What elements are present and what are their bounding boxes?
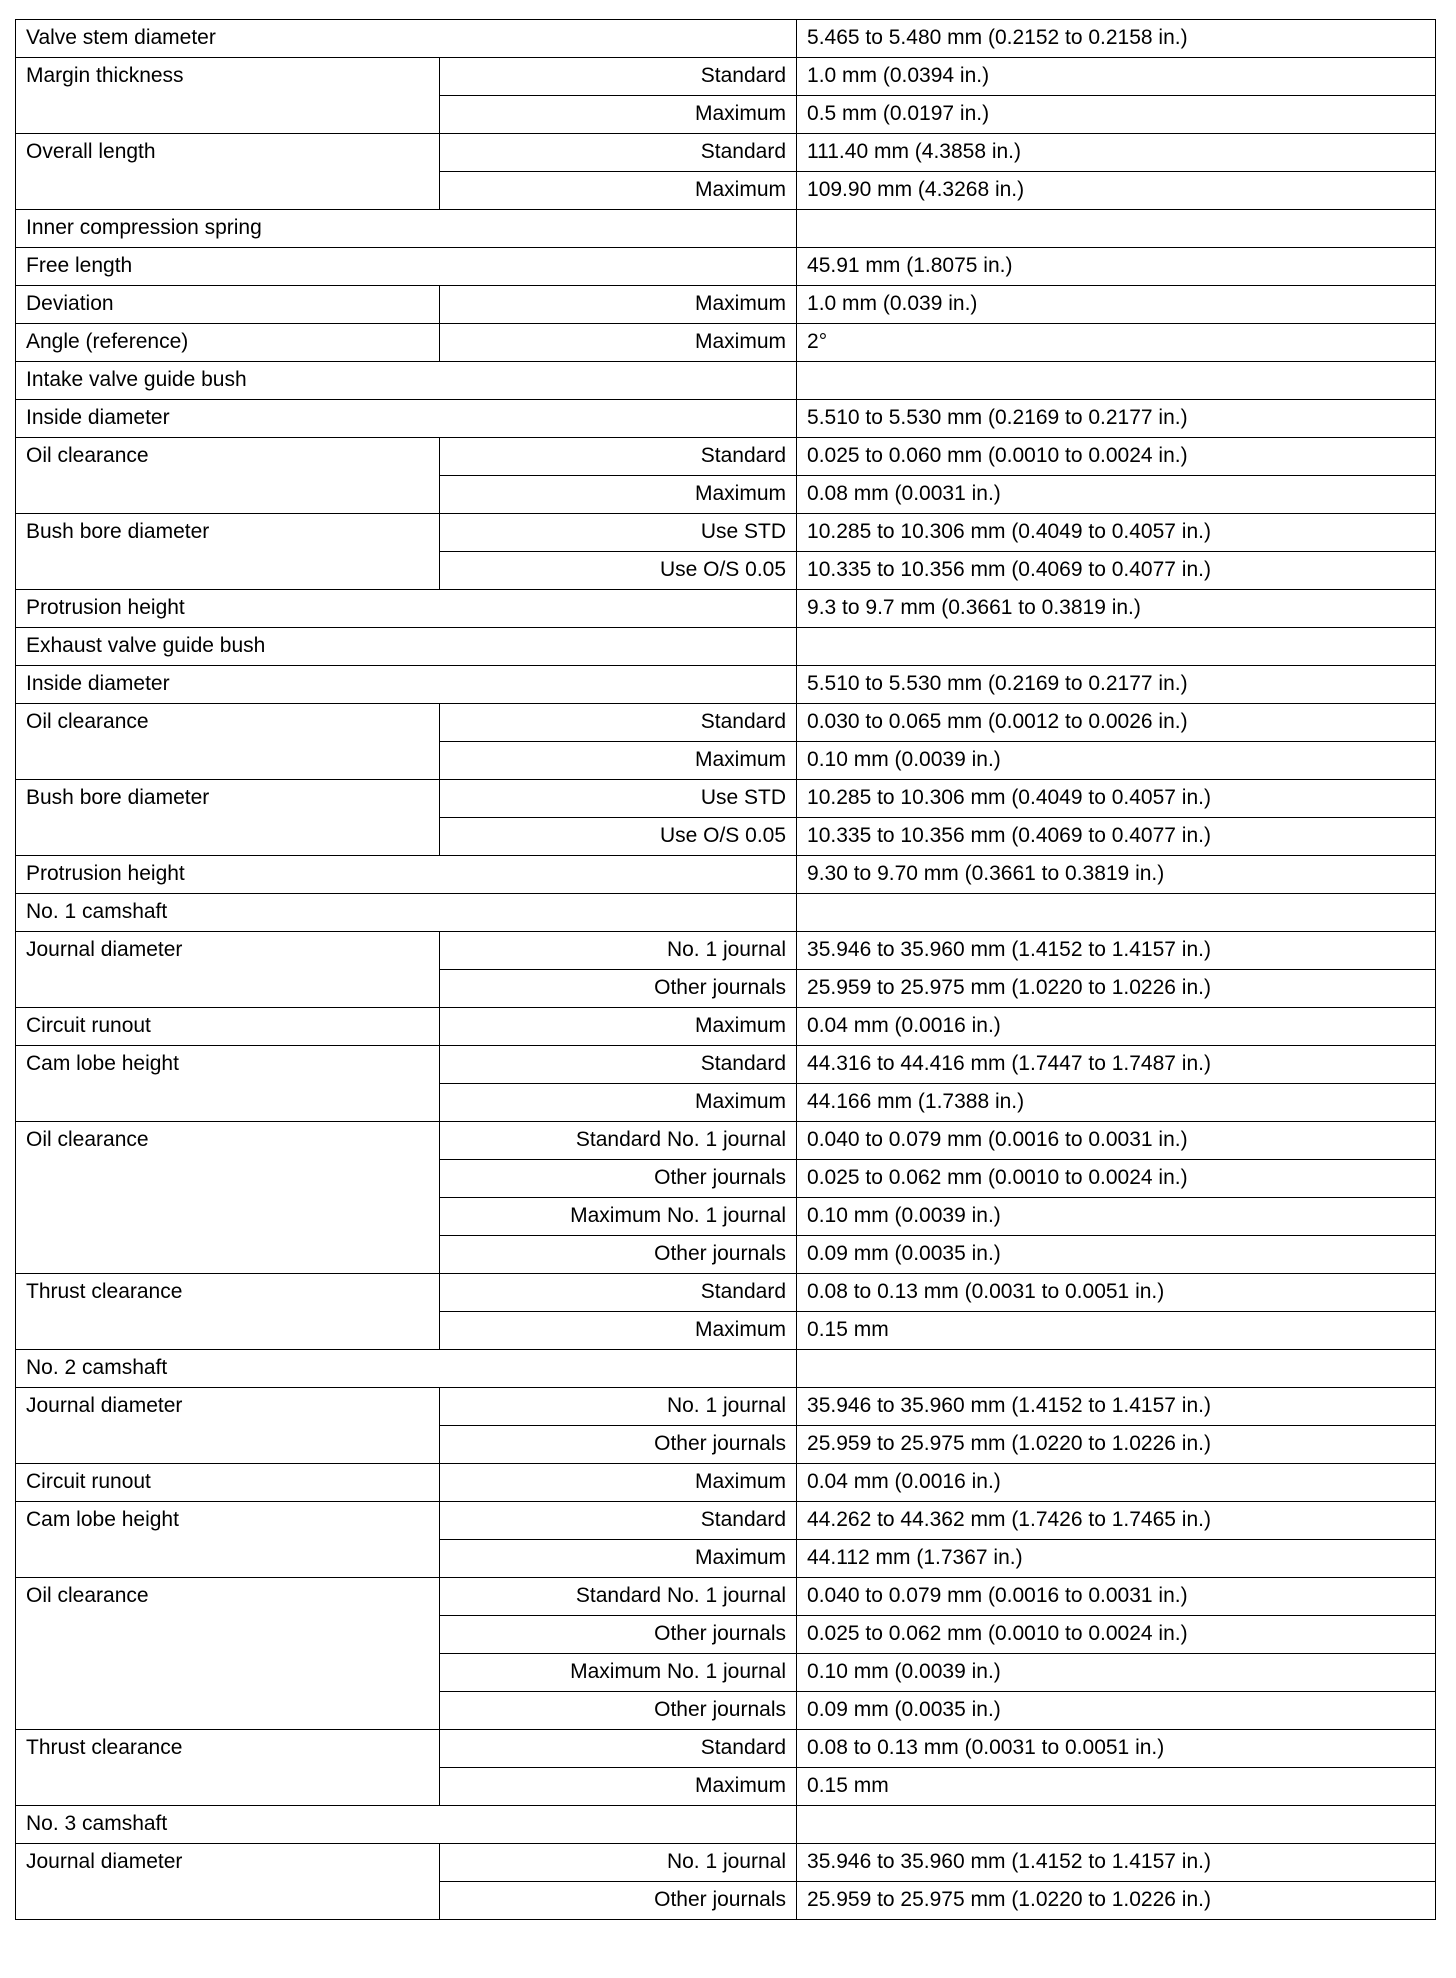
spec-value: 10.285 to 10.306 mm (0.4049 to 0.4057 in.) <box>797 780 1436 818</box>
table-row <box>16 58 1436 96</box>
spec-value: 2° <box>797 324 1436 362</box>
table-row <box>16 1730 1436 1768</box>
item-label: Protrusion height <box>16 590 797 628</box>
spec-value: 0.08 mm (0.0031 in.) <box>797 476 1436 514</box>
condition-label: Standard No. 1 journal <box>440 1122 797 1160</box>
condition-label: Standard <box>440 1046 797 1084</box>
spec-value: 9.3 to 9.7 mm (0.3661 to 0.3819 in.) <box>797 590 1436 628</box>
condition-label: Maximum <box>440 476 797 514</box>
spec-value: 44.316 to 44.416 mm (1.7447 to 1.7487 in.) <box>797 1046 1436 1084</box>
item-label: Bush bore diameter <box>16 780 440 856</box>
item-label: Intake valve guide bush <box>16 362 797 400</box>
condition-label: Maximum <box>440 1540 797 1578</box>
condition-label: No. 1 journal <box>440 1388 797 1426</box>
spec-value: 0.08 to 0.13 mm (0.0031 to 0.0051 in.) <box>797 1274 1436 1312</box>
condition-label: Maximum <box>440 1464 797 1502</box>
item-label: Journal diameter <box>16 1844 440 1920</box>
table-row <box>16 400 1436 438</box>
spec-value: 0.10 mm (0.0039 in.) <box>797 1198 1436 1236</box>
condition-label: Maximum <box>440 286 797 324</box>
spec-value: 0.10 mm (0.0039 in.) <box>797 1654 1436 1692</box>
table-row <box>16 856 1436 894</box>
condition-label: Other journals <box>440 1882 797 1920</box>
table-row <box>16 590 1436 628</box>
spec-value: 10.335 to 10.356 mm (0.4069 to 0.4077 in.) <box>797 818 1436 856</box>
item-label: Journal diameter <box>16 932 440 1008</box>
spec-value: 0.025 to 0.060 mm (0.0010 to 0.0024 in.) <box>797 438 1436 476</box>
spec-value: 44.166 mm (1.7388 in.) <box>797 1084 1436 1122</box>
spec-value: 0.04 mm (0.0016 in.) <box>797 1464 1436 1502</box>
spec-value: 0.15 mm <box>797 1312 1436 1350</box>
condition-label: Standard <box>440 1274 797 1312</box>
item-label: Exhaust valve guide bush <box>16 628 797 666</box>
item-label: Circuit runout <box>16 1464 440 1502</box>
table-row <box>16 1844 1436 1882</box>
spec-value: 5.510 to 5.530 mm (0.2169 to 0.2177 in.) <box>797 400 1436 438</box>
specification-table <box>15 19 1436 1920</box>
table-row <box>16 1388 1436 1426</box>
spec-value: 9.30 to 9.70 mm (0.3661 to 0.3819 in.) <box>797 856 1436 894</box>
item-label: Valve stem diameter <box>16 20 797 58</box>
condition-label: Maximum No. 1 journal <box>440 1654 797 1692</box>
spec-value: 44.112 mm (1.7367 in.) <box>797 1540 1436 1578</box>
condition-label: Other journals <box>440 1616 797 1654</box>
item-label: No. 3 camshaft <box>16 1806 797 1844</box>
condition-label: Maximum <box>440 1008 797 1046</box>
item-label: Circuit runout <box>16 1008 440 1046</box>
spec-value: 35.946 to 35.960 mm (1.4152 to 1.4157 in.) <box>797 1388 1436 1426</box>
item-label: Journal diameter <box>16 1388 440 1464</box>
condition-label: Maximum <box>440 1768 797 1806</box>
condition-label: Standard <box>440 58 797 96</box>
spec-value <box>797 894 1436 932</box>
spec-value <box>797 628 1436 666</box>
condition-label: No. 1 journal <box>440 932 797 970</box>
spec-value: 0.04 mm (0.0016 in.) <box>797 1008 1436 1046</box>
spec-value: 25.959 to 25.975 mm (1.0220 to 1.0226 in.) <box>797 970 1436 1008</box>
table-row <box>16 1008 1436 1046</box>
item-label: Protrusion height <box>16 856 797 894</box>
item-label: Inside diameter <box>16 400 797 438</box>
table-row <box>16 666 1436 704</box>
spec-value: 35.946 to 35.960 mm (1.4152 to 1.4157 in.) <box>797 1844 1436 1882</box>
table-row <box>16 1464 1436 1502</box>
spec-value: 0.09 mm (0.0035 in.) <box>797 1692 1436 1730</box>
condition-label: Other journals <box>440 1426 797 1464</box>
condition-label: Use O/S 0.05 <box>440 552 797 590</box>
specification-table-body <box>16 20 1436 1920</box>
spec-value: 0.15 mm <box>797 1768 1436 1806</box>
spec-value: 0.025 to 0.062 mm (0.0010 to 0.0024 in.) <box>797 1616 1436 1654</box>
spec-value: 44.262 to 44.362 mm (1.7426 to 1.7465 in.) <box>797 1502 1436 1540</box>
spec-value: 5.465 to 5.480 mm (0.2152 to 0.2158 in.) <box>797 20 1436 58</box>
condition-label: Use O/S 0.05 <box>440 818 797 856</box>
condition-label: Maximum <box>440 324 797 362</box>
condition-label: Standard <box>440 1502 797 1540</box>
spec-value: 0.040 to 0.079 mm (0.0016 to 0.0031 in.) <box>797 1578 1436 1616</box>
spec-value: 25.959 to 25.975 mm (1.0220 to 1.0226 in.) <box>797 1426 1436 1464</box>
condition-label: Standard <box>440 134 797 172</box>
spec-value: 0.5 mm (0.0197 in.) <box>797 96 1436 134</box>
table-row <box>16 134 1436 172</box>
spec-value: 0.10 mm (0.0039 in.) <box>797 742 1436 780</box>
table-row <box>16 780 1436 818</box>
item-label: No. 2 camshaft <box>16 1350 797 1388</box>
table-row <box>16 1350 1436 1388</box>
item-label: Oil clearance <box>16 1578 440 1730</box>
condition-label: Standard <box>440 438 797 476</box>
item-label: Inner compression spring <box>16 210 797 248</box>
spec-value: 0.030 to 0.065 mm (0.0012 to 0.0026 in.) <box>797 704 1436 742</box>
table-row <box>16 210 1436 248</box>
condition-label: Maximum <box>440 96 797 134</box>
table-row <box>16 324 1436 362</box>
item-label: Inside diameter <box>16 666 797 704</box>
spec-value: 0.09 mm (0.0035 in.) <box>797 1236 1436 1274</box>
item-label: Oil clearance <box>16 1122 440 1274</box>
spec-value: 0.025 to 0.062 mm (0.0010 to 0.0024 in.) <box>797 1160 1436 1198</box>
spec-value <box>797 1806 1436 1844</box>
item-label: Free length <box>16 248 797 286</box>
item-label: Cam lobe height <box>16 1046 440 1122</box>
condition-label: Maximum <box>440 742 797 780</box>
table-row <box>16 894 1436 932</box>
item-label: Oil clearance <box>16 704 440 780</box>
item-label: Margin thickness <box>16 58 440 134</box>
table-row <box>16 438 1436 476</box>
spec-value <box>797 362 1436 400</box>
condition-label: Maximum <box>440 1312 797 1350</box>
condition-label: Standard <box>440 1730 797 1768</box>
item-label: No. 1 camshaft <box>16 894 797 932</box>
table-row <box>16 1274 1436 1312</box>
spec-value: 25.959 to 25.975 mm (1.0220 to 1.0226 in.) <box>797 1882 1436 1920</box>
item-label: Thrust clearance <box>16 1274 440 1350</box>
condition-label: Use STD <box>440 780 797 818</box>
table-row <box>16 20 1436 58</box>
condition-label: Other journals <box>440 1692 797 1730</box>
condition-label: Other journals <box>440 970 797 1008</box>
table-row <box>16 1578 1436 1616</box>
item-label: Cam lobe height <box>16 1502 440 1578</box>
spec-value <box>797 210 1436 248</box>
table-row <box>16 286 1436 324</box>
spec-value: 10.335 to 10.356 mm (0.4069 to 0.4077 in.) <box>797 552 1436 590</box>
table-row <box>16 362 1436 400</box>
table-row <box>16 932 1436 970</box>
spec-value: 5.510 to 5.530 mm (0.2169 to 0.2177 in.) <box>797 666 1436 704</box>
table-row <box>16 248 1436 286</box>
condition-label: Other journals <box>440 1236 797 1274</box>
condition-label: No. 1 journal <box>440 1844 797 1882</box>
condition-label: Use STD <box>440 514 797 552</box>
spec-value: 111.40 mm (4.3858 in.) <box>797 134 1436 172</box>
condition-label: Other journals <box>440 1160 797 1198</box>
item-label: Angle (reference) <box>16 324 440 362</box>
condition-label: Standard No. 1 journal <box>440 1578 797 1616</box>
spec-value: 10.285 to 10.306 mm (0.4049 to 0.4057 in.) <box>797 514 1436 552</box>
table-row <box>16 704 1436 742</box>
table-row <box>16 514 1436 552</box>
spec-value: 35.946 to 35.960 mm (1.4152 to 1.4157 in.) <box>797 932 1436 970</box>
condition-label: Maximum <box>440 172 797 210</box>
spec-value: 1.0 mm (0.039 in.) <box>797 286 1436 324</box>
spec-value: 45.91 mm (1.8075 in.) <box>797 248 1436 286</box>
condition-label: Maximum No. 1 journal <box>440 1198 797 1236</box>
spec-value: 0.08 to 0.13 mm (0.0031 to 0.0051 in.) <box>797 1730 1436 1768</box>
item-label: Overall length <box>16 134 440 210</box>
spec-value: 109.90 mm (4.3268 in.) <box>797 172 1436 210</box>
spec-value: 0.040 to 0.079 mm (0.0016 to 0.0031 in.) <box>797 1122 1436 1160</box>
table-row <box>16 628 1436 666</box>
table-row <box>16 1122 1436 1160</box>
table-row <box>16 1046 1436 1084</box>
table-row <box>16 1502 1436 1540</box>
item-label: Thrust clearance <box>16 1730 440 1806</box>
condition-label: Standard <box>440 704 797 742</box>
item-label: Oil clearance <box>16 438 440 514</box>
spec-value: 1.0 mm (0.0394 in.) <box>797 58 1436 96</box>
table-row <box>16 1806 1436 1844</box>
item-label: Deviation <box>16 286 440 324</box>
condition-label: Maximum <box>440 1084 797 1122</box>
item-label: Bush bore diameter <box>16 514 440 590</box>
spec-value <box>797 1350 1436 1388</box>
